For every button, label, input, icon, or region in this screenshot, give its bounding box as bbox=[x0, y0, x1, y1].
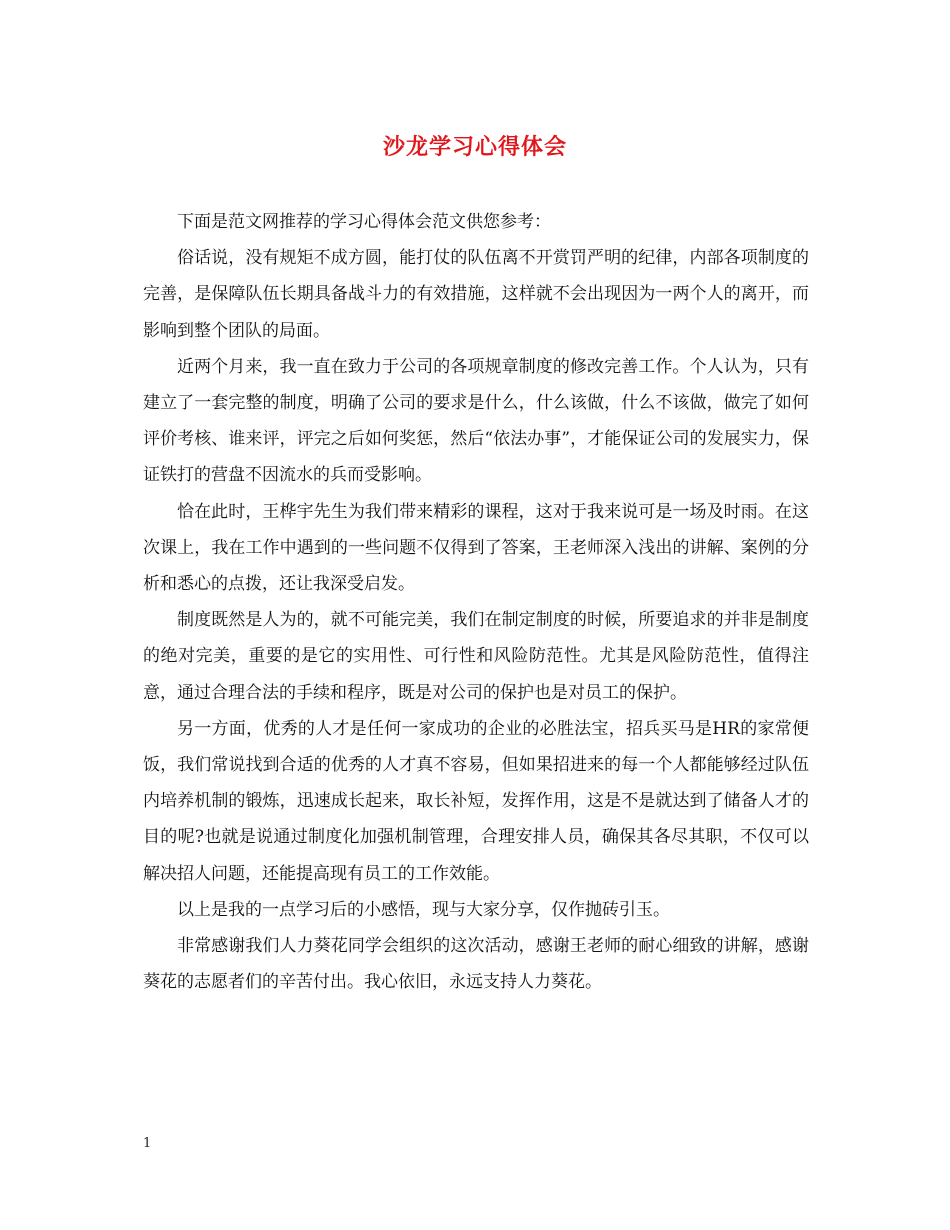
document-title: 沙龙学习心得体会 bbox=[382, 134, 567, 160]
paragraph-intro: 下面是范文网推荐的学习心得体会范文供您参考： bbox=[177, 212, 551, 232]
paragraph-summary: 以上是我的一点学习后的小感悟，现与大家分享，仅作抛砖引玉。 bbox=[177, 899, 670, 920]
paragraph-thanks: 非常感谢我们人力葵花同学会组织的这次活动，感谢王老师的耐心细致的讲解，感谢葵花的志愿者们的辛苦付出。我心依旧，永远支持人力葵花。 bbox=[143, 936, 809, 993]
paragraph-system-work: 近两个月来，我一直在致力于公司的各项规章制度的修改完善工作。个人认为，只有建立了一套完整的制度，明确了公司的要求是什么，什么该做，什么不该做，做完了如何评价考核、谁来评，评完之后如何奖惩，然后“依法办事”，才能保证公司的发展实力，保证铁打的营盘不因流水的兵而受影响。 bbox=[143, 356, 809, 486]
paragraph-rules: 俗话说，没有规矩不成方圆，能打仗的队伍离不开赏罚严明的纪律，内部各项制度的完善，是保障队伍长期具备战斗力的有效措施，这样就不会出现因为一两个人的离开，而影响到整个团队的局面。 bbox=[143, 248, 809, 341]
paragraph-talent: 另一方面，优秀的人才是任何一家成功的企业的必胜法宝，招兵买马是HR的家常便饭，我们常说找到合适的优秀的人才真不容易，但如果招进来的每一个人都能够经过队伍内培养机制的锻炼，迅速成长起来，取长补短，发挥作用，这是不是就达到了储备人才的目的呢?也就是说通过制度化加强机制管理，合理安排人员，确保其各尽其职，不仅可以解决招人问题，还能提高现有员工的工作效能。 bbox=[143, 718, 809, 884]
document-body bbox=[143, 204, 809, 1000]
paragraph-system-nature: 制度既然是人为的，就不可能完美，我们在制定制度的时候，所要追求的并非是制度的绝对完美，重要的是它的实用性、可行性和风险防范性。尤其是风险防范性，值得注意，通过合理合法的手续和程序，既是对公司的保护也是对员工的保护。 bbox=[143, 610, 809, 703]
page-number: 1 bbox=[143, 1136, 152, 1151]
paragraph-course: 恰在此时，王桦宇先生为我们带来精彩的课程，这对于我来说可是一场及时雨。在这次课上，我在工作中遇到的一些问题不仅得到了答案，王老师深入浅出的讲解、案例的分析和悉心的点拨，还让我深受启发。 bbox=[143, 501, 809, 595]
